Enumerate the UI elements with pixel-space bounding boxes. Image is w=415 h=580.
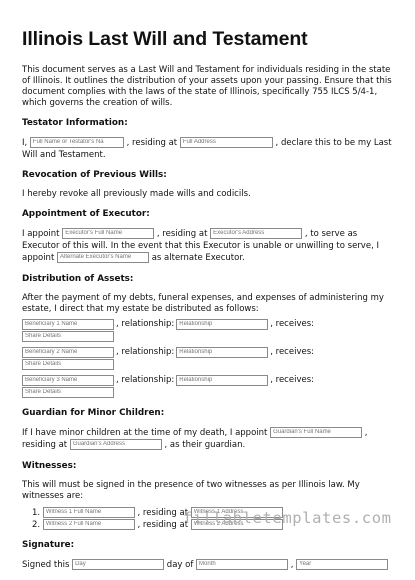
share-details-field[interactable]: [22, 359, 114, 370]
beneficiary-name-field[interactable]: [22, 319, 114, 330]
guardian-text: , as their guardian.: [164, 440, 246, 450]
witness-number: 1.: [32, 507, 41, 518]
relationship-label: , relationship:: [116, 346, 175, 357]
signature-text: Signed this: [22, 559, 70, 570]
executor-name-field[interactable]: [62, 228, 154, 239]
guardian-row: [22, 427, 397, 452]
year-field[interactable]: [296, 559, 388, 570]
relationship-field[interactable]: [176, 375, 268, 386]
executor-text: , to serve as Executor of this will. In the event that this Executor is unable or unwilling to serve, I appoint: [22, 229, 379, 263]
beneficiary-row: [22, 375, 397, 399]
executor-heading: Appointment of Executor:: [22, 209, 150, 219]
signature-text: day of: [166, 559, 194, 570]
revocation-heading: Revocation of Previous Wills:: [22, 170, 167, 180]
witness-number: 2.: [32, 519, 41, 530]
beneficiary-name-field[interactable]: [22, 347, 114, 358]
document-page: [22, 28, 397, 580]
beneficiary-name-field[interactable]: [22, 375, 114, 386]
distribution-heading: Distribution of Assets:: [22, 273, 134, 284]
distribution-section: [22, 274, 397, 399]
receives-label: , receives:: [270, 374, 314, 385]
witness-name-field[interactable]: [43, 507, 135, 518]
receives-label: , receives:: [270, 318, 314, 329]
signature-section: [22, 540, 397, 572]
signature-heading: Signature:: [22, 539, 75, 550]
testator-text: , declare this to be my Last Will and Testament.: [22, 138, 392, 160]
guardian-text: , residing: [22, 427, 368, 450]
signature-row: [22, 559, 397, 572]
relationship-label: , relationship:: [116, 318, 175, 329]
witnesses-heading: Witnesses:: [22, 460, 77, 471]
executor-text: , residing at: [156, 229, 208, 239]
share-details-field[interactable]: [22, 387, 114, 398]
testator-section: [22, 118, 397, 161]
page-title: Illinois Last Will and Testament: [22, 28, 308, 50]
testator-address-field[interactable]: [180, 137, 273, 148]
revocation-section: [22, 170, 397, 200]
beneficiary-row: [22, 319, 397, 343]
testator-heading: Testator Information:: [22, 118, 128, 128]
guardian-heading: Guardian for Minor Children:: [22, 407, 165, 418]
signature-comma: ,: [290, 559, 294, 570]
alternate-executor-field[interactable]: [57, 252, 149, 263]
executor-address-field[interactable]: [210, 228, 302, 239]
testator-text: I,: [22, 138, 28, 148]
distribution-text: After the payment of my debts, funeral expenses, and expenses of administering my estate, I direct that my estate be distributed as follows:: [22, 292, 384, 314]
witness-name-field[interactable]: [43, 519, 135, 530]
executor-text: I appoint: [22, 229, 60, 239]
testator-text: , residing at: [126, 138, 178, 148]
guardian-text: at: [58, 440, 68, 450]
receives-label: , receives:: [270, 346, 314, 357]
guardian-name-field[interactable]: [270, 427, 362, 438]
revocation-text: I hereby revoke all previously made wills and codicils.: [22, 189, 251, 199]
guardian-text: If I have minor children at the time of my death, I appoint: [22, 427, 268, 438]
witness-residing-label: , residing at: [137, 507, 189, 518]
month-field[interactable]: [196, 559, 288, 570]
guardian-address-field[interactable]: [70, 439, 162, 450]
relationship-field[interactable]: [176, 319, 268, 330]
executor-section: [22, 209, 397, 265]
watermark: fillabletemplates.com: [183, 509, 392, 527]
testator-row: [22, 137, 397, 161]
guardian-section: [22, 408, 397, 452]
witnesses-text: This will must be signed in the presence of two witnesses as per Illinois law. My witnesses are:: [22, 479, 360, 501]
relationship-field[interactable]: [176, 347, 268, 358]
witness-residing-label: , residing at: [137, 519, 189, 530]
relationship-label: , relationship:: [116, 374, 175, 385]
share-details-field[interactable]: [22, 331, 114, 342]
day-field[interactable]: [72, 559, 164, 570]
executor-text: as alternate Executor.: [151, 253, 245, 263]
intro-paragraph: This document serves as a Last Will and Testament for individuals residing in the state of Illinois. It outlines the distribution of your assets upon your passing. Ensure that this document complies with the laws of the state of Illinois, specifically 755 ILCS 5/4-1, which governs the creation of wills.: [22, 65, 392, 108]
beneficiary-row: [22, 347, 397, 371]
executor-row: [22, 228, 397, 265]
testator-name-field[interactable]: [30, 137, 124, 148]
